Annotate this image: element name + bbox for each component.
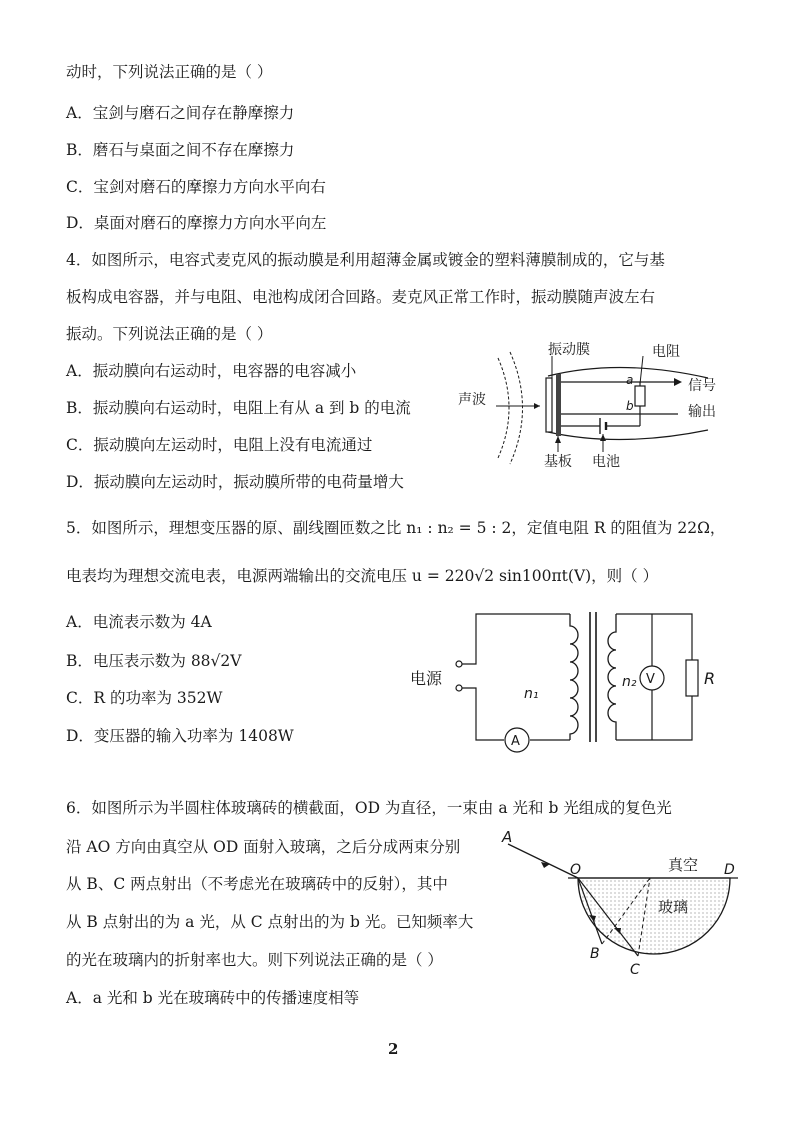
q4-option-c: C．振动膜向左运动时，电阻上没有电流通过 [66, 436, 373, 454]
q4-option-d: D．振动膜向左运动时，振动膜所带的电荷量增大 [66, 473, 404, 491]
secondary-coil [608, 614, 616, 740]
membrane [546, 378, 552, 432]
q5-stem-line-2: 电表均为理想交流电表，电源两端输出的交流电压 u = 220√2 sin100πt(V)，则（ ） [66, 567, 659, 585]
q5-option-b: B．电压表示数为 88√2V [66, 652, 242, 670]
ammeter-label: A [511, 734, 520, 749]
q4-stem-line-1: 4．如图所示，电容式麦克风的振动膜是利用超薄金属或镀金的塑料薄膜制成的，它与基 [66, 251, 665, 269]
q6-stem-line-5: 的光在玻璃内的折射率也大。则下列说法正确的是（ ） [66, 951, 443, 969]
n1-label: n₁ [524, 686, 539, 702]
resistor-r [686, 660, 698, 696]
glass-semicircle [578, 878, 730, 954]
resistor-label: 电阻 [652, 344, 680, 360]
signal-label-2: 输出 [688, 404, 716, 420]
voltmeter-label: V [646, 672, 655, 687]
q4-microphone-diagram [440, 338, 740, 498]
source-terminal-bottom [456, 685, 462, 691]
source-label: 电源 [410, 669, 443, 688]
q3-option-d: D．桌面对磨石的摩擦力方向水平向左 [66, 214, 327, 232]
label-a: a [626, 373, 634, 387]
sound-wave-arc-2 [510, 352, 523, 464]
plate-label: 基板 [544, 454, 572, 470]
glass-label: 玻璃 [658, 898, 689, 916]
signal-arrow-icon [674, 378, 682, 386]
incident-ray [508, 844, 578, 878]
q4-stem-line-3: 振动。下列说法正确的是（ ） [66, 325, 273, 343]
q3-option-a: A．宝剑与磨石之间存在静摩擦力 [66, 104, 295, 122]
q4-stem-line-2: 板构成电容器，并与电阻、电池构成闭合回路。麦克风正常工作时，振动膜随声波左右 [66, 288, 656, 306]
signal-label-1: 信号 [688, 378, 716, 394]
membrane-label: 振动膜 [548, 342, 590, 358]
sound-wave-label: 声波 [458, 392, 486, 408]
label-D: D [724, 862, 735, 878]
label-A: A [502, 828, 513, 846]
q6-stem-line-1: 6．如图所示为半圆柱体玻璃砖的横截面，OD 为直径，一束由 a 光和 b 光组成的复色光 [66, 799, 672, 817]
q5-transformer-diagram [400, 602, 740, 762]
q3-stem-tail: 动时，下列说法正确的是（ ） [66, 63, 273, 81]
q3-option-c: C．宝剑对磨石的摩擦力方向水平向右 [66, 178, 326, 196]
q6-stem-line-3: 从 B、C 两点射出（不考虑光在玻璃砖中的反射），其中 [66, 875, 448, 893]
base-plate [556, 374, 561, 436]
q5-option-c: C．R 的功率为 352W [66, 689, 223, 707]
q3-option-b: B．磨石与桌面之间不存在摩擦力 [66, 141, 295, 159]
label-B: B [590, 946, 600, 962]
sound-arrow-icon [534, 403, 540, 409]
q6-stem-line-2: 沿 AO 方向由真空从 OD 面射入玻璃，之后分成两束分别 [66, 838, 461, 856]
battery-label: 电池 [592, 454, 620, 470]
q4-option-a: A．振动膜向右运动时，电容器的电容减小 [66, 362, 357, 380]
q5-option-a: A．电流表示数为 4A [66, 613, 212, 631]
primary-coil [570, 614, 578, 740]
resistor-r-label: R [704, 669, 716, 688]
source-terminal-top [456, 661, 462, 667]
q4-option-b: B．振动膜向右运动时，电阻上有从 a 到 b 的电流 [66, 399, 411, 417]
q6-glass-diagram [498, 828, 748, 978]
page-number: 2 [388, 1040, 399, 1058]
resistor [635, 386, 645, 406]
q6-stem-line-4: 从 B 点射出的为 a 光，从 C 点射出的为 b 光。已知频率大 [66, 913, 474, 931]
label-O: O [570, 862, 582, 878]
q6-option-a: A．a 光和 b 光在玻璃砖中的传播速度相等 [66, 989, 360, 1007]
label-b: b [626, 399, 634, 413]
vacuum-label: 真空 [668, 856, 699, 874]
label-C: C [630, 962, 640, 978]
sound-wave-arc-1 [498, 358, 509, 458]
q5-stem-line-1: 5．如图所示，理想变压器的原、副线圈匝数之比 n₁ : n₂ = 5 : 2，定值电阻 R 的阻值为 22Ω， [66, 519, 726, 537]
q5-option-d: D．变压器的输入功率为 1408W [66, 727, 294, 745]
n2-label: n₂ [622, 674, 637, 690]
